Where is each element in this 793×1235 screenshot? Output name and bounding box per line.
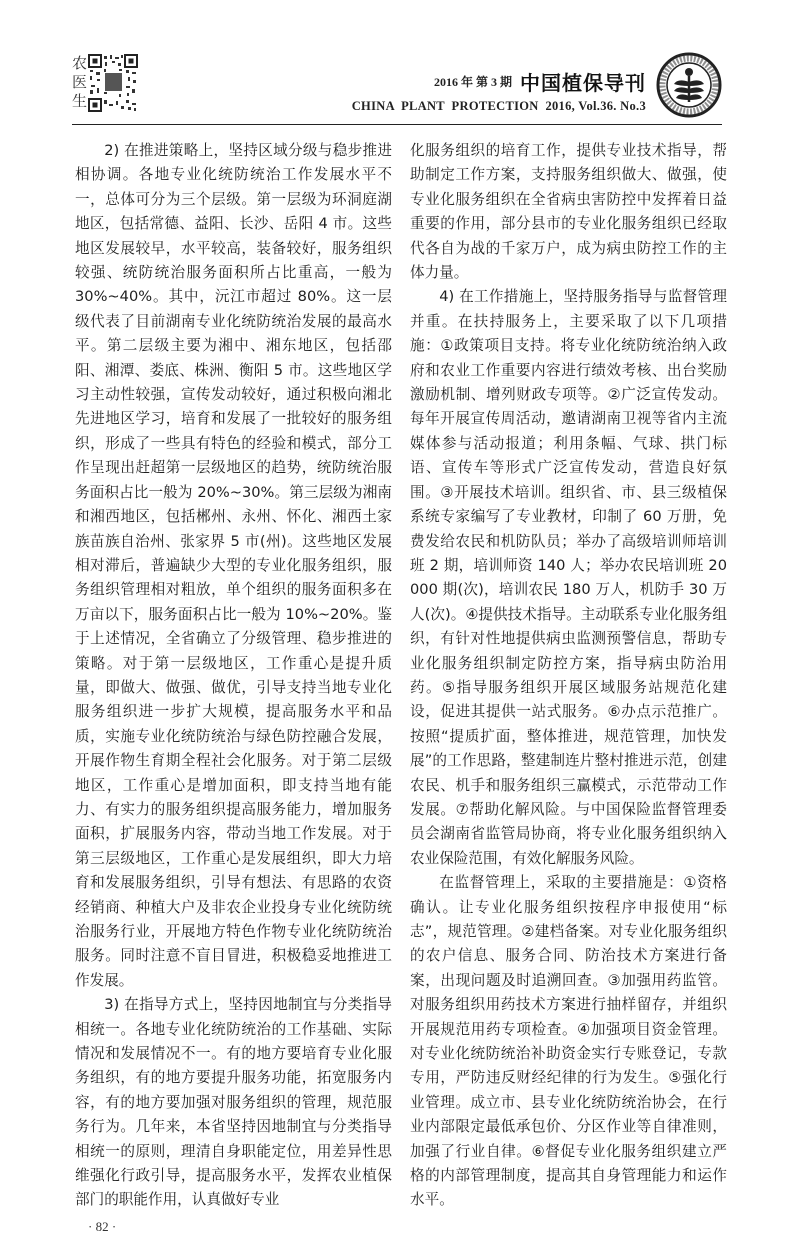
- page-header: [72, 40, 722, 126]
- paragraph: 2) 在推进策略上，坚持区域分级与稳步推进相协调。各地专业化统防统治工作发展水平不一，总体可分为三个层级。第一层级为环洞庭湖地区，包括常德、益阳、长沙、岳阳 4 市。这些地区发展较早，水平较高，装备较好，服务组织较强、统防统治服务面积所占比重高，一般为 30%~40%。其中，沅江市超过 80%。这一层级代表了目前湖南专业化统防统治发展的最高水平。第二层级主要为湘中、湘东地区，包括邵阳、湘潭、娄底、株洲、衡阳 5 市。这些地区学习主动性较强，宣传发动较好，通过积极向湘北先进地区学习，培育和发展了一批较好的服务组织，形成了一些具有特色的经验和模式，部分工作呈现出赶超第一层级地区的趋势，统防统治服务面积占比一般为 20%~30%。第三层级为湘南和湘西地区，包括郴州、永州、怀化、湘西土家族苗族自治州、张家界 5 市(州)。这些地区发展相对滞后，普遍缺少大型的专业化服务组织，服务组织管理相对粗放，单个组织的服务面积多在万亩以下，服务面积占比一般为 10%~20%。鉴于上述情况，全省确立了分级管理、稳步推进的策略。对于第一层级地区，工作重心是提升质量，即做大、做强、做优，引导支持当地专业化服务组织进一步扩大规模，提高服务水平和品质，实施专业化统防统治与绿色防控融合发展，开展作物生育期全程社会化服务。对于第二层级地区，工作重心是增加面积，即支持当地有能力、有实力的服务组织提高服务能力，增加服务面积，扩展服务内容，带动当地工作发展。对于第三层级地区，工作重心是发展组织，即大力培育和发展服务组织，引导有想法、有思路的农资经销商、种植大户及非农企业投身专业化统防统治服务行业，开展地方特色作物专业化统防统治服务。同时注意不盲目冒进，积极稳妥地推进工作发展。: [75, 142, 392, 989]
- qr-code-block: [72, 54, 138, 112]
- page-number: · 82 ·: [88, 1219, 117, 1234]
- qr-label-char: 农: [72, 54, 88, 72]
- left-column: [75, 139, 392, 1213]
- wheat-emblem-icon: [656, 52, 722, 118]
- paragraph: 在监督管理上，采取的主要措施是：①资格确认。让专业化服务组织按程序申报使用“标志”，规范管理。②建档备案。对专业化服务组织的农户信息、服务合同、防治技术方案进行备案，出现问题及时追溯回查。③加强用药监管。对服务组织用药技术方案进行抽样留存，并组织开展规范用药专项检查。④加强项目资金管理。对专业化统防统治补助资金实行专账登记，专款专用，严防违反财经纪律的行为发生。⑤强化行业管理。成立市、县专业化统防统治协会，在行业内部限定最低承包价、分区作业等自律准则，加强了行业自律。⑥督促专业化服务组织建立严格的内部管理制度，提高其自身管理能力和运作水平。: [410, 874, 727, 1209]
- journal-title-en: CHINA PLANT PROTECTION 2016, Vol.36. No.3: [351, 99, 646, 113]
- paragraph: 4) 在工作措施上，坚持服务指导与监督管理并重。在扶持服务上，主要采取了以下几项措施：①政策项目支持。将专业化统防统治纳入政府和农业工作重要内容进行绩效考核、出台奖励激励机制、增列财政专项等。②广泛宣传发动。每年开展宣传周活动，邀请湖南卫视等省内主流媒体参与活动报道；利用条幅、气球、拱门标语、宣传车等形式广泛宣传发动，营造良好氛围。③开展技术培训。组织省、市、县三级植保系统专家编写了专业教材，印制了 60 万册，免费发给农民和机防队员；举办了高级培训师培训班 2 期，培训师资 140 人；举办农民培训班 20 000 期(次)，培训农民 180 万人，机防手 30 万人(次)。④提供技术指导。主动联系专业化服务组织，有针对性地提供病虫监测预警信息，帮助专业化服务组织制定防控方案，指导病虫防治用药。⑤指导服务组织开展区域服务站规范化建设，促进其提供一站式服务。⑥办点示范推广。按照“提质扩面，整体推进，规范管理，加快发展”的工作思路，整建制连片整村推进示范，创建农民、机手和服务组织三赢模式，示范带动工作发展。⑦帮助化解风险。与中国保险监督管理委员会湖南省监管局协商，将专业化服务组织纳入农业保险范围，有效化解服务风险。: [410, 288, 727, 867]
- journal-info: [352, 68, 646, 114]
- paragraph-continued: 化服务组织的培育工作，提供专业技术指导，帮助制定工作方案，支持服务组织做大、做强，使专业化服务组织在全省病虫害防控中发挥着日益重要的作用，部分县市的专业化服务组织已经取代各自为战的千家万户，成为病虫防控工作的主体力量。: [410, 142, 727, 282]
- right-column: [410, 139, 727, 1213]
- journal-title-cn: 中国植保导刊: [520, 70, 646, 95]
- header-rule: [72, 124, 722, 125]
- issue-number: 2016 年 第 3 期: [433, 74, 512, 89]
- qr-code-icon[interactable]: [88, 54, 138, 112]
- paragraph: 3) 在指导方式上，坚持因地制宜与分类指导相统一。各地专业化统防统治的工作基础、实际情况和发展情况不一。有的地方要培育专业化服务组织，有的地方要提升服务功能，拓宽服务内容，有的地方要加强对服务组织的管理，规范服务行为。几年来，本省坚持因地制宜与分类指导相统一的原则，理清自身职能定位，用差异性思维强化行政引导，提高服务水平，发挥农业植保部门的职能作用，认真做好专业: [75, 996, 392, 1209]
- qr-label: [72, 54, 87, 111]
- qr-label-char: 医: [72, 73, 88, 91]
- qr-label-char: 生: [72, 92, 88, 110]
